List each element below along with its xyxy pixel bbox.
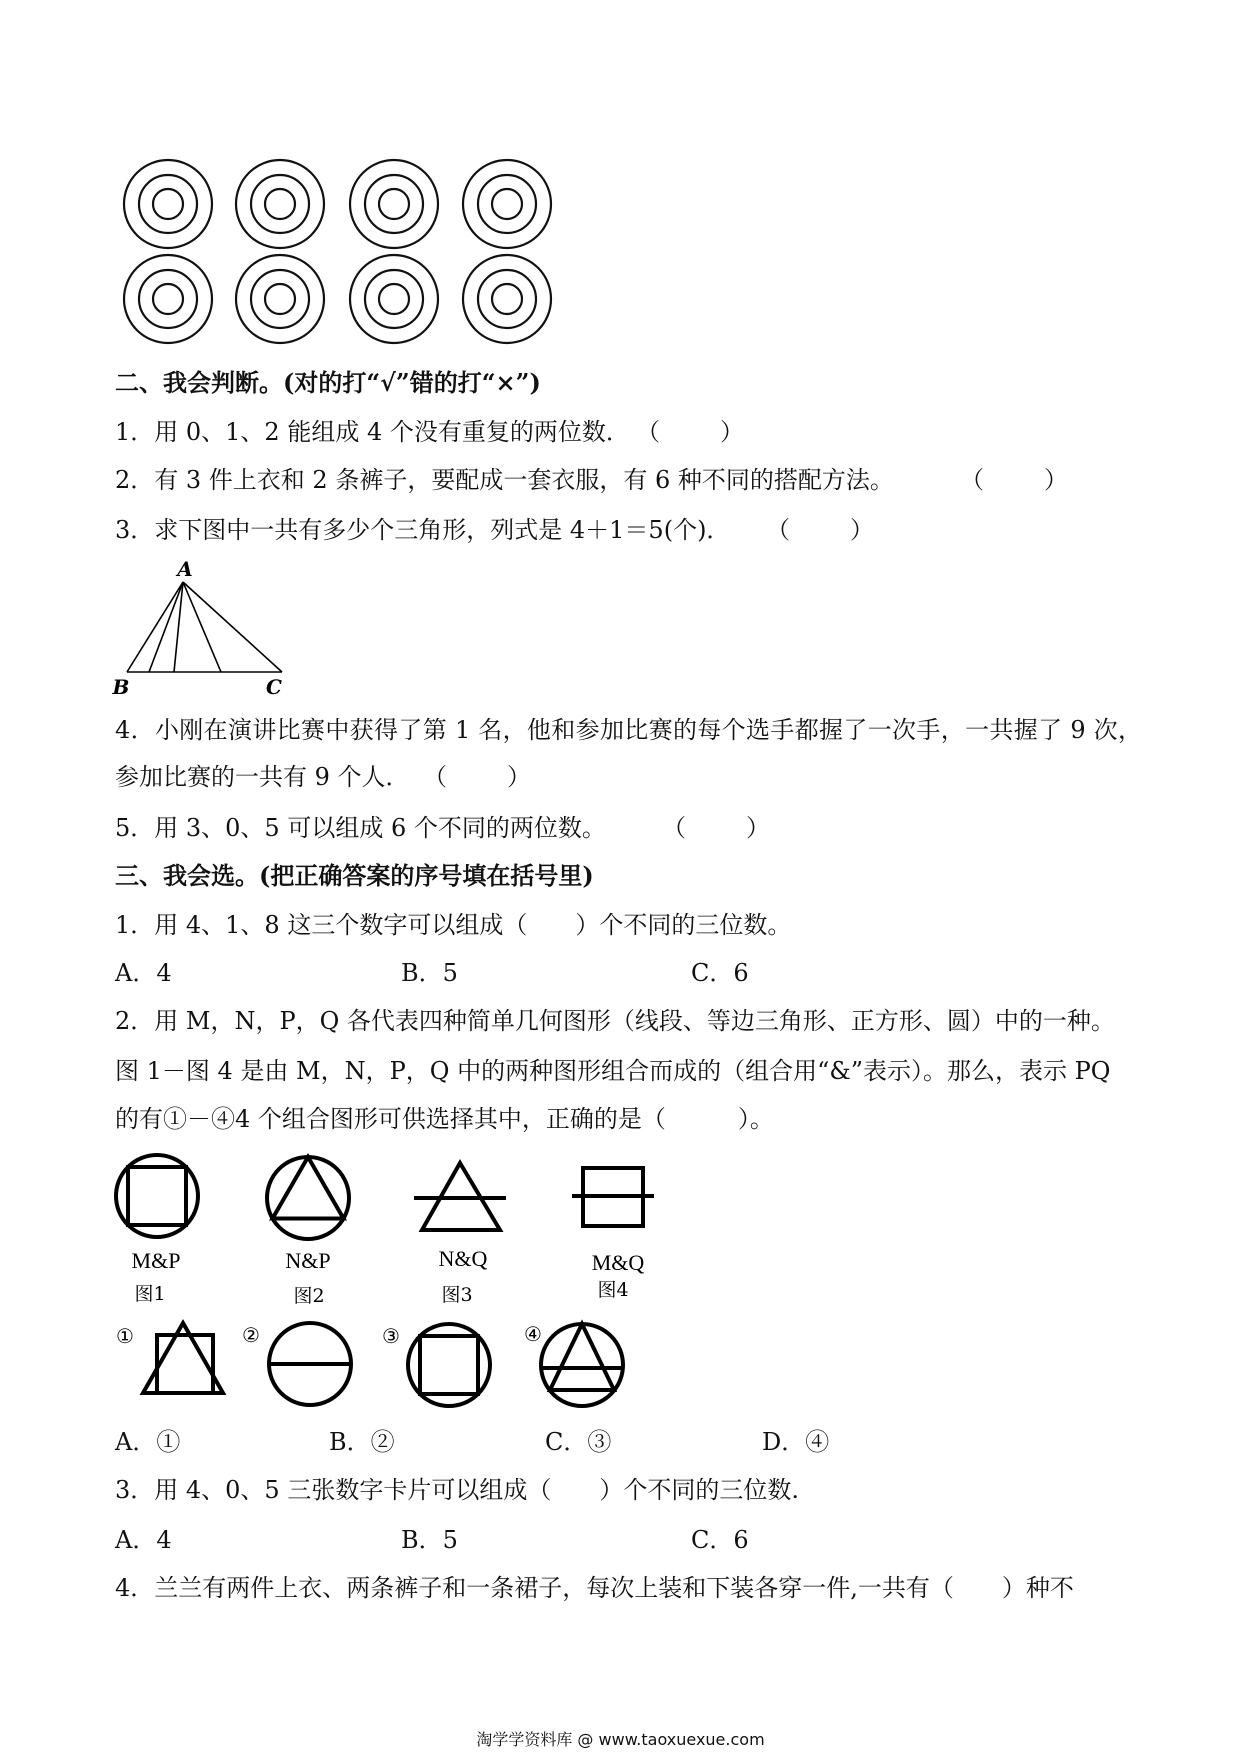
q2-option-c: C．③	[545, 1428, 612, 1456]
figure-2-combo-label: N&P	[285, 1248, 331, 1273]
q3-option-a: A．4	[115, 1526, 172, 1554]
choice-marker-2: ②	[242, 1323, 260, 1347]
triangle-figure	[100, 550, 300, 705]
figure-1-caption: 图1	[134, 1283, 166, 1305]
figure-3-triangle-line	[414, 1163, 506, 1230]
answer-blank-3: （ ）	[766, 516, 871, 544]
q2-option-b: B．②	[329, 1428, 395, 1456]
choice-4-circle-triangle-line	[541, 1324, 623, 1406]
answer-blank-1: （ ）	[636, 418, 741, 446]
figure-1-circle-square	[116, 1155, 198, 1237]
choice-question-4: 4．兰兰有两件上衣、两条裤子和一条裙子，每次上装和下装各穿一件,一共有（ ）种不	[115, 1574, 1074, 1602]
target-rings	[463, 255, 551, 343]
section-heading-judge: 二、我会判断。(对的打“√”错的打“×”)	[115, 368, 541, 397]
figure-2-circle-triangle	[267, 1157, 349, 1239]
judge-item-2: 2．有 3 件上衣和 2 条裤子，要配成一套衣服，有 6 种不同的搭配方法。	[115, 466, 894, 494]
concentric-circles-figure	[100, 140, 580, 360]
target-rings	[236, 160, 324, 248]
choice-question-1: 1．用 4、1、8 这三个数字可以组成（ ）个不同的三位数。	[115, 911, 792, 939]
choice-question-2-line-3: 的有①－④4 个组合图形可供选择其中，正确的是（ ）。	[115, 1105, 774, 1133]
figure-3-combo-label: N&Q	[438, 1246, 488, 1271]
section-heading-choose: 三、我会选。(把正确答案的序号填在括号里)	[115, 861, 594, 890]
choice-figures	[100, 1315, 660, 1410]
q2-option-a: A．①	[115, 1428, 181, 1456]
target-rings	[350, 255, 438, 343]
answer-blank-5: （ ）	[662, 814, 767, 842]
q3-option-b: B．5	[401, 1526, 458, 1554]
q1-option-a: A．4	[115, 959, 172, 987]
q2-option-d: D．④	[762, 1428, 830, 1456]
figure-4-square-line	[572, 1168, 654, 1226]
figure-1-combo-label: M&P	[131, 1248, 181, 1273]
point-label-c: C	[266, 675, 282, 699]
answer-blank-4: （ ）	[423, 763, 528, 791]
side-ac	[183, 582, 282, 672]
judge-item-4: 4．小刚在演讲比赛中获得了第 1 名，他和参加比赛的每个选手都握了一次手，一共握了 9 次，	[115, 716, 1142, 744]
target-rings	[124, 255, 212, 343]
answer-blank-2: （ ）	[960, 466, 1065, 494]
figure-3-caption: 图3	[441, 1284, 473, 1306]
inner-segment	[183, 582, 221, 672]
page-footer-watermark: 淘学学资料库 @ www.taoxuexue.com	[476, 1730, 765, 1749]
choice-marker-4: ④	[524, 1322, 542, 1346]
choice-1-square-triangle	[143, 1323, 223, 1393]
q3-option-c: C．6	[691, 1526, 749, 1554]
target-rings	[124, 160, 212, 248]
choice-question-2-line-1: 2．用 M，N，P，Q 各代表四种简单几何图形（线段、等边三角形、正方形、圆）中的一种。	[115, 1007, 1115, 1035]
judge-item-4-continued: 参加比赛的一共有 9 个人．	[115, 763, 410, 791]
target-rings	[236, 255, 324, 343]
q1-option-c: C．6	[691, 959, 749, 987]
figure-4-combo-label: M&Q	[591, 1250, 645, 1275]
target-rings	[463, 160, 551, 248]
point-label-b: B	[112, 675, 130, 699]
choice-question-2-line-2: 图 1－图 4 是由 M，N，P，Q 中的两种图形组合而成的（组合用“&”表示）。那么，表示 PQ	[115, 1057, 1111, 1085]
judge-item-1: 1．用 0、1、2 能组成 4 个没有重复的两位数．	[115, 418, 630, 446]
judge-item-5: 5．用 3、0、5 可以组成 6 个不同的两位数。	[115, 814, 606, 842]
choice-marker-3: ③	[382, 1324, 400, 1348]
q1-option-b: B．5	[401, 959, 458, 987]
choice-marker-1: ①	[116, 1324, 134, 1348]
figure-4-caption: 图4	[597, 1279, 629, 1301]
judge-item-3: 3．求下图中一共有多少个三角形，列式是 4＋1＝5(个)．	[115, 516, 731, 544]
combination-figures	[100, 1150, 680, 1310]
choice-question-3: 3．用 4、0、5 三张数字卡片可以组成（ ）个不同的三位数.	[115, 1476, 799, 1504]
point-label-a: A	[177, 557, 193, 581]
target-rings	[350, 160, 438, 248]
choice-2-circle-line	[269, 1323, 351, 1405]
choice-3-circle-square	[408, 1324, 490, 1406]
figure-2-caption: 图2	[293, 1285, 325, 1307]
